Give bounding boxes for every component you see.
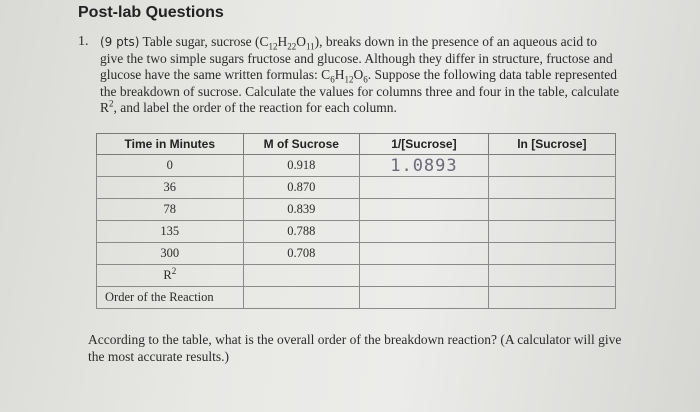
question-points: (9 pts) [100, 35, 140, 49]
cell-molarity: 0.918 [243, 155, 360, 177]
reaction-order-row [97, 287, 616, 309]
header-inverse: 1/[Sucrose] [360, 134, 489, 155]
r-squared-row [97, 265, 616, 287]
cell-time: 78 [97, 199, 244, 221]
r-squared-inverse[interactable] [360, 265, 489, 287]
table-row [97, 243, 616, 265]
cell-inverse[interactable] [360, 177, 489, 199]
cell-molarity: 0.788 [243, 221, 360, 243]
handwritten-answer: 1.0893 [390, 155, 458, 176]
cell-time: 0 [97, 155, 244, 177]
cell-ln[interactable] [488, 243, 615, 265]
cell-inverse[interactable] [360, 243, 489, 265]
cell-inverse[interactable] [360, 221, 489, 243]
table-row [97, 221, 616, 243]
reaction-order-label: Order of the Reaction [97, 287, 244, 309]
order-molarity[interactable] [243, 287, 360, 309]
cell-inverse[interactable] [360, 155, 489, 177]
table-row [97, 155, 616, 177]
order-inverse[interactable] [360, 287, 489, 309]
cell-ln[interactable] [488, 221, 615, 243]
cell-ln[interactable] [488, 199, 615, 221]
header-ln: ln [Sucrose] [488, 134, 615, 155]
cell-time: 36 [97, 177, 244, 199]
order-ln[interactable] [488, 287, 615, 309]
follow-up-question: According to the table, what is the overall order of the breakdown reaction? (A calculator will give the most accurate results.) [88, 332, 622, 364]
cell-molarity: 0.708 [243, 243, 360, 265]
cell-ln[interactable] [488, 177, 615, 199]
cell-molarity: 0.870 [243, 177, 360, 199]
cell-ln[interactable] [488, 155, 615, 177]
question-text: (9 pts) Table sugar, sucrose $(C_{12}H_{22}O_{11})$, breaks down in the presence of an aqueous acid to give the two simple sugars fructose and glucose. Although they differ in structure, fructose and glucose have the same written formulas: $C_6H_{12}O_6$. Suppose the following data table represented the breakdown of sucrose. Calculate the values for columns three and four in the table, calculate $R^2$, and label the order of the reaction for each column. [100, 34, 620, 115]
header-molarity: M of Sucrose [243, 134, 360, 155]
header-time: Time in Minutes [97, 134, 244, 155]
cell-molarity: 0.839 [243, 199, 360, 221]
r-squared-molarity[interactable] [243, 265, 360, 287]
sucrose-data-table [96, 133, 616, 309]
table-header-row [97, 134, 616, 155]
question-number: 1. [78, 34, 89, 49]
cell-inverse[interactable] [360, 199, 489, 221]
section-heading: Post-lab Questions [78, 4, 224, 21]
cell-time: 300 [97, 243, 244, 265]
r-squared-ln[interactable] [488, 265, 615, 287]
r-squared-label: $R^2$ [97, 265, 244, 287]
cell-time: 135 [97, 221, 244, 243]
table-row [97, 177, 616, 199]
table-row [97, 199, 616, 221]
